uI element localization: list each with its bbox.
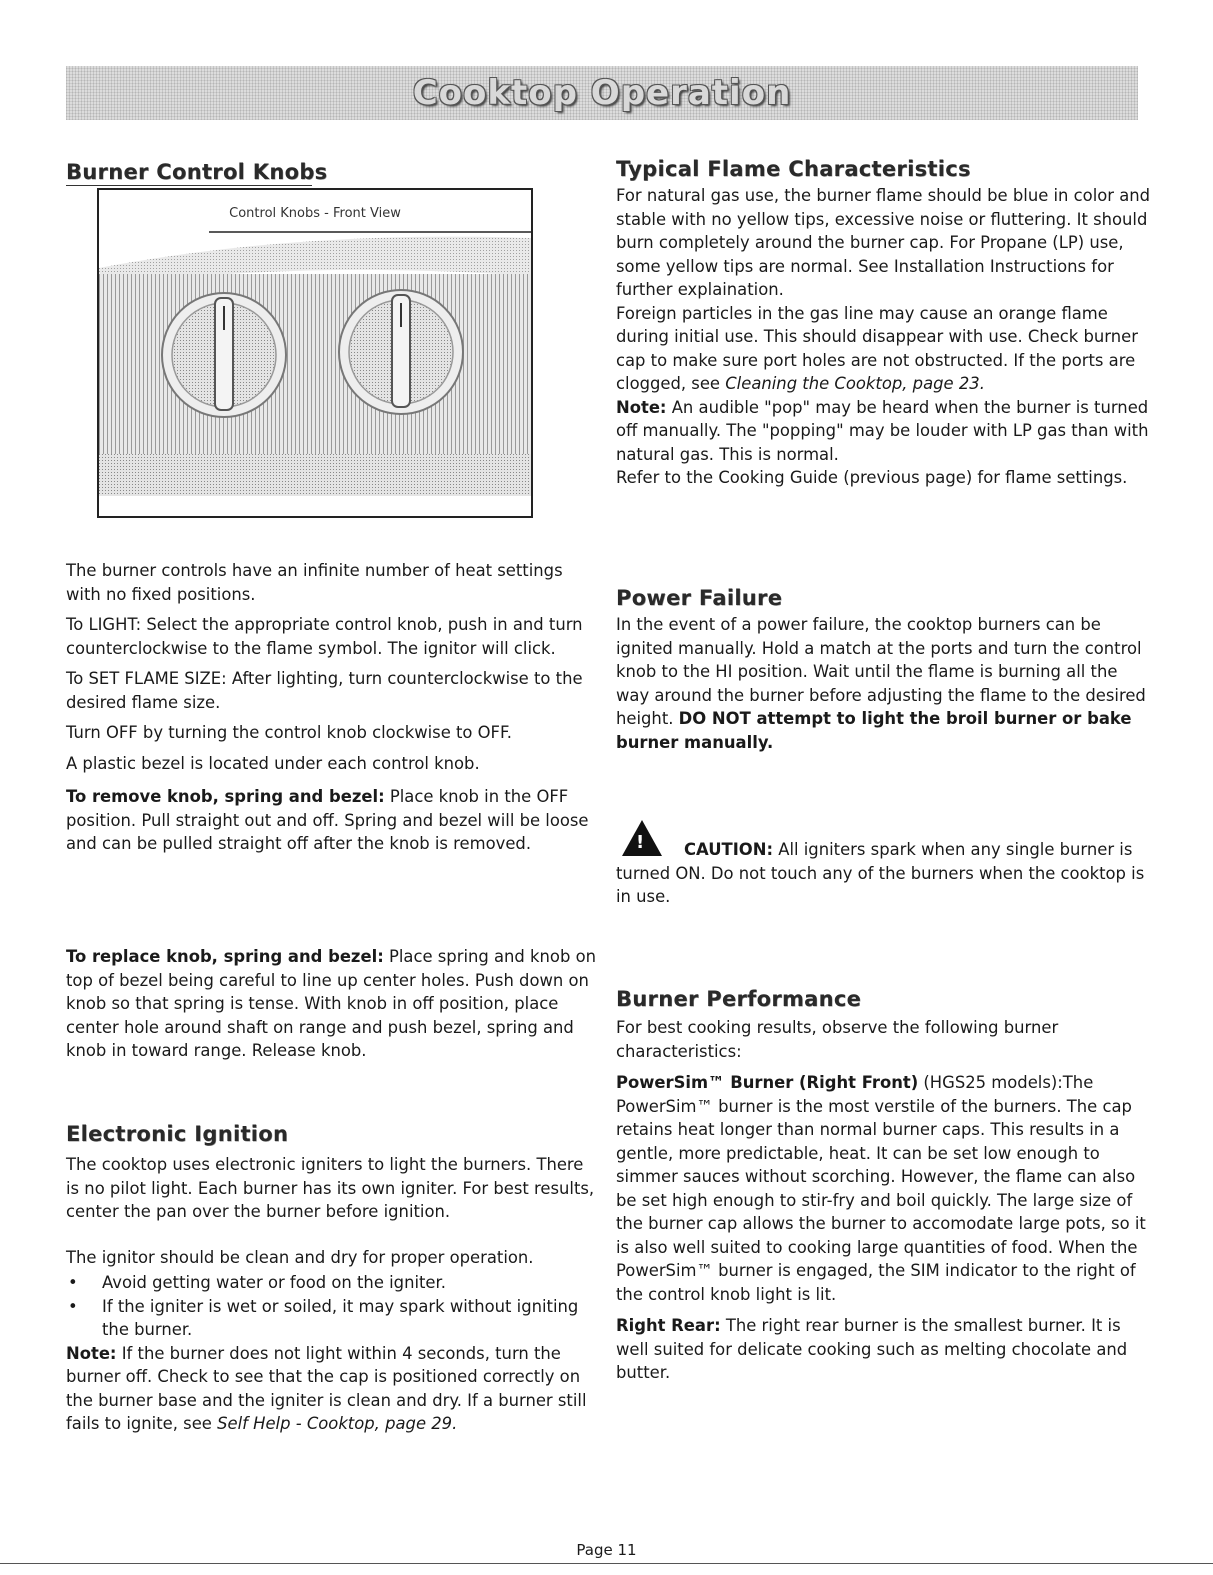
bullet-icon: • — [68, 1296, 78, 1316]
left-knob-icon — [162, 293, 286, 417]
footer-rule — [0, 1563, 1213, 1564]
right-rear-label: Right Rear: — [616, 1316, 721, 1335]
flame-paragraph-4: Refer to the Cooking Guide (previous page) for flame settings. — [616, 468, 1128, 487]
knobs-paragraph-5: A plastic bezel is located under each control knob. — [66, 753, 480, 773]
burner-performance-heading: Burner Performance — [616, 987, 862, 1011]
ignition-note-text: If the burner does not light within 4 seconds, turn the burner off. Check to see that the cap is positioned correctly on the burner base and the igniter is clean and dry. If a burner still fails to ignite, see — [66, 1343, 587, 1433]
knobs-paragraph-2: To LIGHT: Select the appropriate control knob, push in and turn counterclockwise to the flame symbol. The ignitor will click. — [66, 615, 583, 658]
control-knobs-figure — [97, 188, 533, 518]
burner-control-knobs-heading: Burner Control Knobs — [66, 160, 328, 184]
bullet-icon: • — [68, 1273, 78, 1292]
ignition-note-reference: Self Help - Cooktop, page 29. — [217, 1414, 458, 1433]
powersim-description: PowerSim™ Burner (Right Front) (HGS25 models):The PowerSim™ burner is the most verstile of the burners. The cap retains heat longer than normal burner caps. This results in a gentle, more predictable, heat. It can be set low enough to simmer sauces without scorching. However, the flame can also be set high enough to stir-fry and boil quickly. The large size of the burner cap allows the burner to accomodate large pots, so it is also well suited to cooking large quantities of food. When the PowerSim™ burner is engaged, the SIM indicator to the right of the control knob light is lit. — [616, 1073, 1146, 1304]
right-rear-description: Right Rear: The right rear burner is the smallest burner. It is well suited for delicate cooking such as melting chocolate and butter. — [616, 1316, 1128, 1382]
electronic-ignition-heading: Electronic Ignition — [66, 1122, 289, 1146]
caution-exclamation: ! — [636, 832, 645, 853]
heading-underline — [66, 185, 312, 186]
ignition-note-label: Note: — [66, 1343, 117, 1363]
flame-note — [616, 396, 1152, 467]
knobs-paragraph-4: Turn OFF by turning the control knob clockwise to OFF. — [66, 723, 512, 742]
flame-paragraph-2: Foreign particles in the gas line may cause an orange flame during initial use. This should disappear with use. Check burner cap to make sure port holes are not obstructed. If the ports are clogged, see Cleaning the Cooktop, page 23. — [616, 303, 1138, 393]
remove-knob-label: To remove knob, spring and bezel: — [66, 787, 385, 806]
power-failure-section — [616, 613, 1152, 754]
knob-instructions — [66, 559, 598, 863]
ignition-bullet-item: • If the igniter is wet or soiled, it may spark without igniting the burner. — [68, 1296, 579, 1339]
replace-knob-label: To replace knob, spring and bezel: — [66, 947, 384, 966]
replace-knob-instructions — [66, 945, 598, 1063]
page-banner — [66, 66, 1138, 120]
knobs-paragraph-1: The burner controls have an infinite number of heat settings with no fixed positions. — [66, 561, 563, 604]
figure-caption: Control Knobs - Front View — [229, 206, 401, 221]
flame-paragraph-1: For natural gas use, the burner flame should be blue in color and stable with no yellow tips, excessive noise or fluttering. It should burn completely around the burner cap. For Propane (LP) use, some yellow tips are normal. See Installation Instructions for further explaination. — [616, 186, 1151, 299]
replace-knob-block — [66, 945, 598, 1063]
ignition-bullet-list — [66, 1271, 598, 1342]
power-failure-heading: Power Failure — [616, 586, 783, 610]
power-failure-text: In the event of a power failure, the cooktop burners can be ignited manually. Hold a match at the ports and turn the control knob to the HI position. Wait until the flame is burning all the way around the burner before adjusting the flame to the desired height. DO NOT attempt to light the broil burner or bake burner manually. — [616, 615, 1146, 752]
flame-note-label: Note: — [616, 397, 667, 417]
caution-block — [616, 818, 1152, 909]
page-number: Page 11 — [576, 1541, 637, 1559]
powersim-label: PowerSim™ Burner (Right Front) — [616, 1073, 919, 1092]
caution-label: CAUTION: — [684, 840, 774, 859]
performance-intro: For best cooking results, observe the following burner characteristics: — [616, 1018, 1059, 1061]
knobs-paragraph-3: To SET FLAME SIZE: After lighting, turn counterclockwise to the desired flame size. — [66, 669, 583, 712]
flame-section — [616, 184, 1152, 490]
remove-knob-text: Place knob in the OFF position. Pull straight out and off. Spring and bezel will be loose and can be pulled straight off after the knob is removed. — [66, 787, 589, 853]
remove-knob-instructions — [66, 785, 598, 856]
page-title: Cooktop Operation — [412, 73, 792, 113]
ignition-paragraph-1: The cooktop uses electronic igniters to light the burners. There is no pilot light. Each burner has its own igniter. For best results, center the pan over the burner before ignition. — [66, 1155, 595, 1221]
caution-text: CAUTION: All igniters spark when any single burner is turned ON. Do not touch any of the burners when the cooktop is in use. — [616, 840, 1145, 906]
performance-section — [616, 1016, 1152, 1385]
control-knobs-illustration — [99, 190, 531, 516]
flame-note-text: An audible "pop" may be heard when the burner is turned off manually. The "popping" may be louder with LP gas than with natural gas. This is normal. — [616, 397, 1149, 464]
ignition-paragraph-2: The ignitor should be clean and dry for proper operation. — [66, 1247, 534, 1267]
ignition-bullet-item: • Avoid getting water or food on the igniter. — [66, 1271, 598, 1295]
ignition-note — [66, 1342, 598, 1436]
replace-knob-text: Place spring and knob on top of bezel being careful to line up center holes. Push down on knob so that spring is tense. With knob in off position, place center hole around shaft on range and push bezel, spring and knob in toward range. Release knob. — [66, 947, 596, 1060]
ignition-section — [66, 1153, 598, 1436]
right-knob-icon — [339, 290, 463, 414]
power-failure-warning: DO NOT attempt to light the broil burner or bake burner manually. — [616, 709, 1132, 752]
typical-flame-heading: Typical Flame Characteristics — [616, 157, 971, 181]
flame-cleaning-reference: Cleaning the Cooktop, page 23. — [725, 374, 985, 393]
